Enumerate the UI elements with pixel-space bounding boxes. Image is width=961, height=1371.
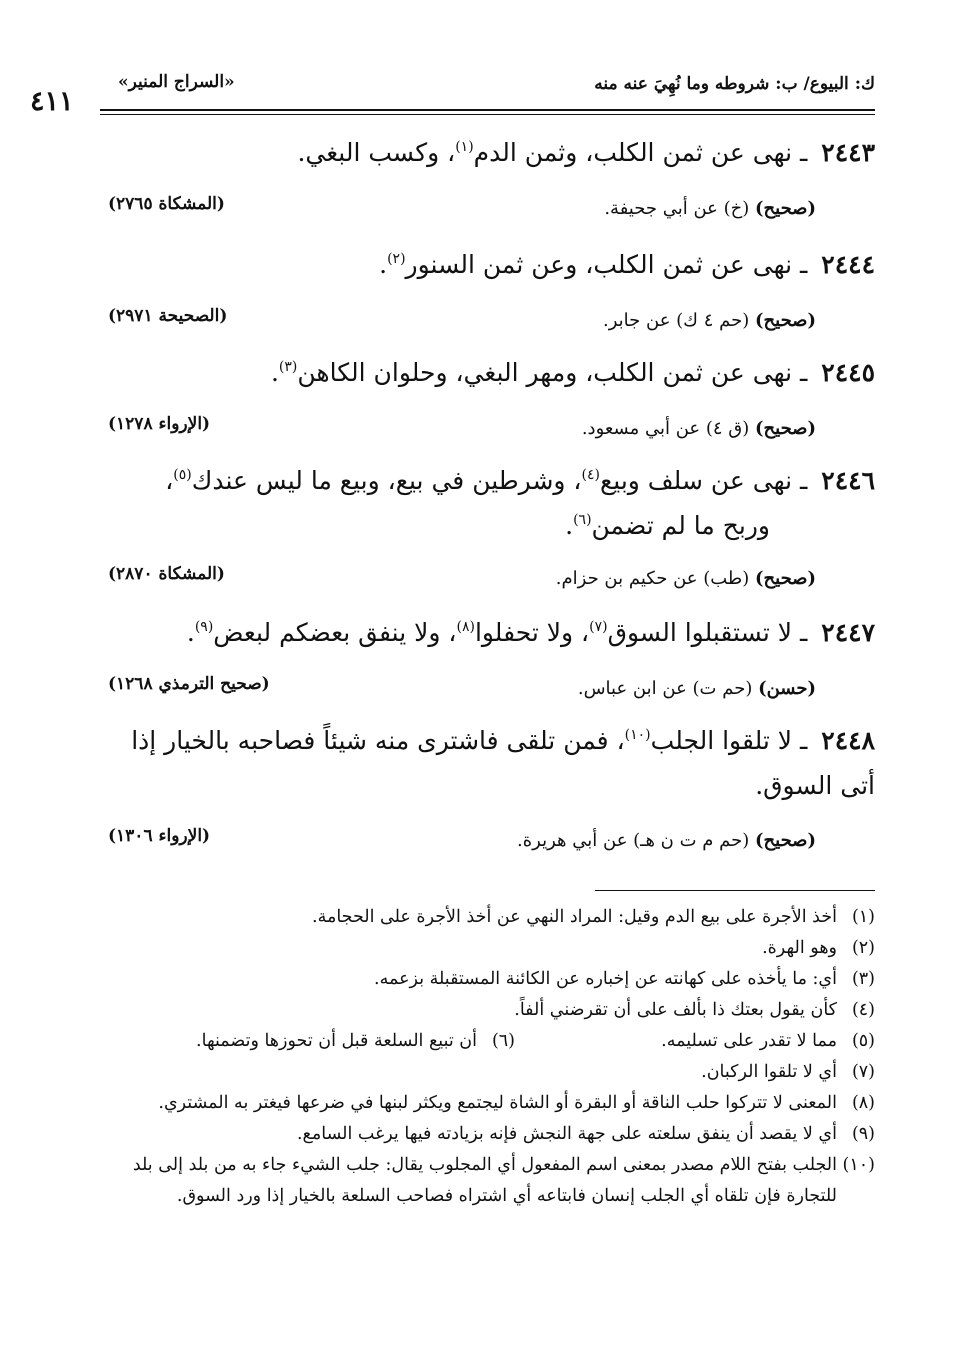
grade-label: (صحيح) [755, 310, 816, 331]
hadith-grade [517, 830, 816, 851]
hadith-reference: (المشكاة ٢٨٧٠) [108, 564, 225, 584]
footnote-marker: (٤) [581, 467, 600, 483]
hadith-text: نهى عن ثمن الكلب، وعن ثمن السنور [405, 250, 793, 279]
hadith-text: لا تستقبلوا السوق [607, 618, 793, 647]
footnote-marker: (٣) [278, 359, 298, 375]
grade-label: (صحيح) [755, 568, 816, 589]
hadith-text: لا تلقوا الجلب [650, 726, 793, 755]
hadith-text: نهى عن سلف وبيع [599, 466, 793, 495]
hadith-grade [578, 678, 816, 699]
footnote-number: (١٠) [842, 1155, 875, 1175]
hadith-reference: (الإرواء ١٢٧٨) [108, 414, 211, 434]
footnote-text: أخذ الأجرة على بيع الدم وقيل: المراد النهي عن أخذ الأجرة على الحجامة. [312, 907, 837, 927]
hadith-number: ٢٤٤٨ [821, 726, 875, 755]
footnote-marker: (٢) [387, 251, 406, 267]
footnote-number: (٩) [851, 1124, 875, 1144]
hadith-number: ٢٤٤٤ [821, 250, 875, 279]
hadith-text: ، ولا تحفلوا [474, 618, 590, 647]
footnote-number: (٧) [851, 1062, 875, 1082]
footnote-marker: (٩) [194, 619, 214, 635]
grade-source: (حم م ت ن هـ) عن أبي هريرة. [517, 830, 755, 851]
hadith-entry: ٢٤٤٨ ـ لا تلقوا الجلب$^{(١٠)}$، فمن تلقى فاشترى منه شيئاً فصاحبه بالخيار إذا أتى السوق. [85, 718, 875, 808]
footnote [90, 1057, 875, 1088]
footnote-marker: (٥) [173, 467, 192, 483]
footnotes [90, 902, 875, 1212]
footnote-text: كأن يقول بعتك ذا بألف على أن تقرضني ألفاً. [514, 1000, 837, 1020]
footnote-text: المعنى لا تتركوا حلب الناقة أو البقرة أو الشاة ليجتمع ويكثر لبنها في ضرعها فيغتر به المشتري. [158, 1093, 837, 1113]
hadith-number: ٢٤٤٥ [821, 358, 875, 387]
hadith-number: ٢٤٤٦ [821, 466, 875, 495]
hadith-text: . [186, 618, 195, 647]
hadith-text: وربح ما لم تضمن [591, 511, 770, 540]
footnote [90, 964, 875, 995]
footnote-marker: (٨) [456, 619, 475, 635]
footnote-text: مما لا تقدر على تسليمه. [661, 1031, 837, 1051]
footnote-marker: (١) [455, 139, 474, 155]
grade-label: (صحيح) [755, 198, 816, 219]
header-rule [100, 109, 875, 111]
hadith-entry: ٢٤٤٤ ـ نهى عن ثمن الكلب، وعن ثمن السنور$^{(٢)}$. [379, 250, 875, 279]
hadith-text: نهى عن ثمن الكلب، ومهر البغي، وحلوان الكاهن [297, 358, 793, 387]
grade-label: (صحيح) [755, 418, 816, 439]
footnote-separator [595, 890, 875, 891]
footnote-number: (٢) [851, 938, 875, 958]
footnote-text: أن تبيع السلعة قبل أن تحوزها وتضمنها. [196, 1031, 477, 1051]
footnote-text: أي لا يقصد أن ينفق سلعته على جهة النجش فإنه بزيادته فيها يرغب السامع. [296, 1124, 837, 1144]
hadith-text: ، [165, 466, 174, 495]
footnote-text: الجلب بفتح اللام مصدر بمعنى اسم المفعول أي المجلوب يقال: جلب الشيء جاء به من بلد إلى بلد للتجارة فإن تلقاه أي الجلب إنسان فابتاعه أي اشتراه فصاحب السلعة بالخيار إذا ورد السوق. [132, 1155, 837, 1206]
footnote-number: (١) [851, 907, 875, 927]
hadith-text: ، ولا ينفق بعضكم لبعض [213, 618, 457, 647]
grade-label: (حسن) [758, 678, 816, 699]
footnote-pair [90, 1026, 875, 1057]
hadith-grade [582, 418, 816, 439]
footnote [90, 995, 875, 1026]
hadith-text: نهى عن ثمن الكلب، وثمن الدم [473, 138, 793, 167]
hadith-text: ، فمن تلقى فاشترى منه شيئاً فصاحبه بالخيار إذا [131, 726, 625, 755]
grade-source: (ق ٤) عن أبي مسعود. [581, 418, 755, 439]
hadith-reference: (الصحيحة ٢٩٧١) [108, 306, 228, 326]
grade-source: (خ) عن أبي جحيفة. [604, 198, 755, 219]
hadith-text: . [270, 358, 279, 387]
hadith-text: . [379, 250, 388, 279]
chapter-header: ك: البيوع/ ب: شروطه وما نُهِيَ عنه منه [594, 74, 875, 94]
hadith-grade [603, 310, 816, 331]
hadith-number: ٢٤٤٣ [821, 138, 875, 167]
hadith-grade [604, 198, 816, 219]
footnote [196, 1026, 515, 1057]
footnote-marker: (٦) [573, 512, 592, 528]
footnote-number: (٦) [491, 1031, 515, 1051]
hadith-reference: (صحيح الترمذي ١٢٦٨) [108, 674, 270, 694]
footnote-number: (٤) [851, 1000, 875, 1020]
hadith-continuation [85, 503, 875, 548]
footnote-text: أي: ما يأخذه على كهانته عن إخباره عن الكائنة المستقبلة بزعمه. [374, 969, 837, 989]
hadith-grade [556, 568, 816, 589]
footnote-number: (٨) [851, 1093, 875, 1113]
footnote [515, 1026, 875, 1057]
grade-source: (حم ٤ ك) عن جابر. [603, 310, 755, 331]
hadith-number: ٢٤٤٧ [821, 618, 875, 647]
page-number: ٤١١ [30, 86, 74, 117]
hadith-text: أتى السوق. [755, 771, 875, 800]
hadith-text: . [565, 511, 574, 540]
grade-source: (حم ت) عن ابن عباس. [577, 678, 759, 699]
footnote-marker: (١٠) [624, 727, 651, 743]
footnote-text: أي لا تلقوا الركبان. [701, 1062, 837, 1082]
hadith-entry: ٢٤٤٣ ـ نهى عن ثمن الكلب، وثمن الدم$^{(١)}$، وكسب البغي. [297, 138, 875, 167]
footnote [90, 902, 875, 933]
footnote-marker: (٧) [589, 619, 608, 635]
footnote [90, 1119, 875, 1150]
grade-source: (طب) عن حكيم بن حزام. [555, 568, 755, 589]
header-rule-thin [100, 114, 875, 115]
footnote [90, 1088, 875, 1119]
hadith-reference: (الإرواء ١٣٠٦) [108, 826, 211, 846]
book-title-header: «السراج المنير» [118, 72, 235, 92]
hadith-reference: (المشكاة ٢٧٦٥) [108, 194, 225, 214]
footnote-number: (٥) [851, 1031, 875, 1051]
grade-label: (صحيح) [755, 830, 816, 851]
hadith-text: ، وكسب البغي. [297, 138, 456, 167]
hadith-entry: ٢٤٤٧ ـ لا تستقبلوا السوق$^{(٧)}$، ولا تحفلوا$^{(٨)}$، ولا ينفق بعضكم لبعض$^{(٩)}$. [186, 618, 875, 647]
footnote-text: وهو الهرة. [762, 938, 837, 958]
footnote-number: (٣) [851, 969, 875, 989]
hadith-entry: ٢٤٤٦ ـ نهى عن سلف وبيع$^{(٤)}$، وشرطين في بيع، وبيع ما ليس عندك$^{(٥)}$، وربح ما لم تضمن$^{(٦)}$. [85, 458, 875, 548]
hadith-entry: ٢٤٤٥ ـ نهى عن ثمن الكلب، ومهر البغي، وحلوان الكاهن$^{(٣)}$. [270, 358, 875, 387]
hadith-continuation [85, 763, 875, 808]
hadith-text: ، وشرطين في بيع، وبيع ما ليس عندك [191, 466, 582, 495]
footnote [90, 933, 875, 964]
footnote [90, 1150, 875, 1212]
